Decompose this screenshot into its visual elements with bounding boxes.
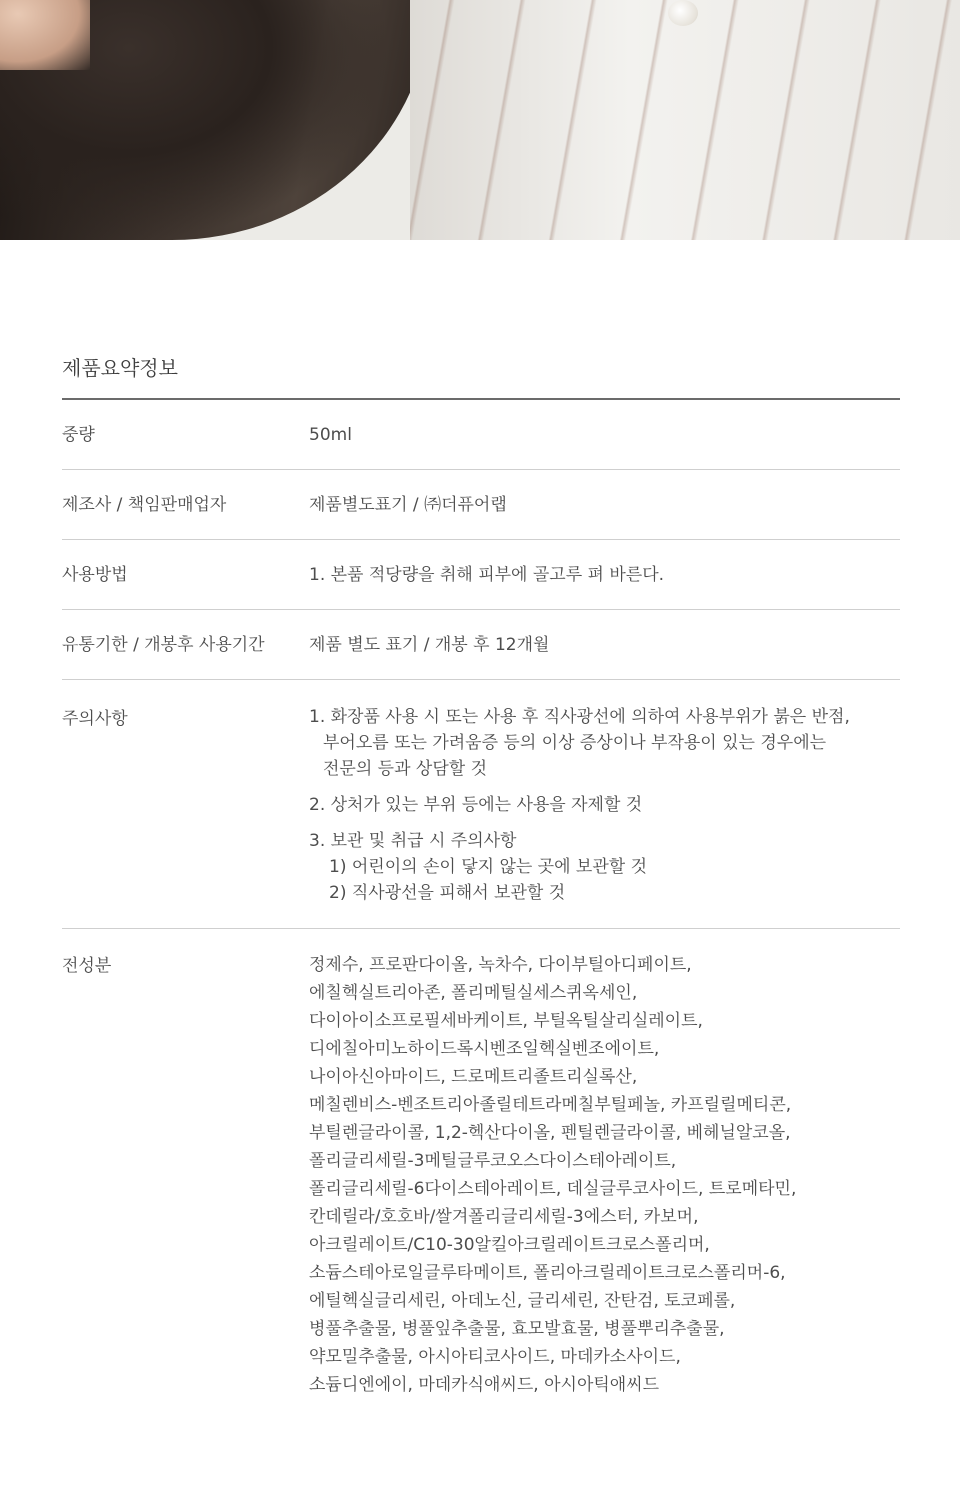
row-maker bbox=[62, 470, 900, 540]
ingredients-line: 아크릴레이트/C10-30알킬아크릴레이트크로스폴리머, bbox=[309, 1235, 710, 1255]
ingredients-line: 폴리글리세릴-3메틸글루코오스다이스테아레이트, bbox=[309, 1151, 677, 1171]
caution-item-2 bbox=[309, 792, 900, 818]
ingredients-label: 전성분 bbox=[62, 956, 112, 976]
product-summary bbox=[62, 340, 900, 1399]
row-cautions bbox=[62, 680, 900, 929]
summary-title: 제품요약정보 bbox=[62, 340, 900, 400]
usage-label: 사용방법 bbox=[62, 564, 128, 585]
ingredients-line: 칸데릴라/호호바/쌀겨폴리글리세릴-3에스터, 카보머, bbox=[309, 1207, 699, 1227]
caution-item-3 bbox=[309, 828, 900, 906]
cautions-list bbox=[309, 704, 900, 906]
hero-photo bbox=[0, 0, 960, 240]
weight-label: 중량 bbox=[62, 424, 95, 445]
row-expiry bbox=[62, 610, 900, 680]
row-usage bbox=[62, 540, 900, 610]
caution-1-line-2: 부어오름 또는 가려움증 등의 이상 증상이나 부작용이 있는 경우에는 bbox=[323, 733, 827, 753]
ingredients-line: 에칠헥실트리아존, 폴리메틸실세스퀴옥세인, bbox=[309, 983, 638, 1003]
caution-3-sub-2: 2) 직사광선을 피해서 보관할 것 bbox=[329, 883, 566, 903]
ingredients-line: 부틸렌글라이콜, 1,2-헥산다이올, 펜틸렌글라이콜, 베헤닐알코올, bbox=[309, 1123, 791, 1143]
ingredients-list bbox=[309, 951, 900, 1399]
ingredients-line: 소듐디엔에이, 마데카식애씨드, 아시아틱애씨드 bbox=[309, 1375, 660, 1395]
knit-shirt bbox=[410, 0, 960, 240]
row-weight bbox=[62, 400, 900, 470]
weight-value: 50ml bbox=[309, 424, 352, 445]
ingredients-line: 폴리글리세릴-6다이스테아레이트, 데실글루코사이드, 트로메타민, bbox=[309, 1179, 797, 1199]
ingredients-line: 디에칠아미노하이드록시벤조일헥실벤조에이트, bbox=[309, 1039, 660, 1059]
caution-item-1 bbox=[309, 704, 900, 782]
ingredients-line: 병풀추출물, 병풀잎추출물, 효모발효물, 병풀뿌리추출물, bbox=[309, 1319, 725, 1339]
caution-2-line-1: 2. 상처가 있는 부위 등에는 사용을 자제할 것 bbox=[309, 795, 643, 815]
ingredients-line: 정제수, 프로판다이올, 녹차수, 다이부틸아디페이트, bbox=[309, 955, 692, 975]
shirt-button bbox=[668, 0, 698, 26]
expiry-label: 유통기한 / 개봉후 사용기간 bbox=[62, 634, 265, 655]
model-skin bbox=[0, 0, 90, 70]
row-ingredients bbox=[62, 929, 900, 1399]
ingredients-line: 다이아이소프로필세바케이트, 부틸옥틸살리실레이트, bbox=[309, 1011, 703, 1031]
caution-1-line-1: 1. 화장품 사용 시 또는 사용 후 직사광선에 의하여 사용부위가 붉은 반점, bbox=[309, 707, 850, 727]
ingredients-line: 나이아신아마이드, 드로메트리졸트리실록산, bbox=[309, 1067, 638, 1087]
ingredients-line: 소듐스테아로일글루타메이트, 폴리아크릴레이트크로스폴리머-6, bbox=[309, 1263, 786, 1283]
ingredients-line: 메칠렌비스-벤조트리아졸릴테트라메칠부틸페놀, 카프릴릴메티콘, bbox=[309, 1095, 792, 1115]
maker-label: 제조사 / 책임판매업자 bbox=[62, 494, 227, 515]
expiry-value: 제품 별도 표기 / 개봉 후 12개월 bbox=[309, 634, 550, 655]
ingredients-line: 에틸헥실글리세린, 아데노신, 글리세린, 잔탄검, 토코페롤, bbox=[309, 1291, 736, 1311]
caution-1-line-3: 전문의 등과 상담할 것 bbox=[323, 759, 488, 779]
cautions-label: 주의사항 bbox=[62, 709, 128, 729]
ingredients-line: 약모밀추출물, 아시아티코사이드, 마데카소사이드, bbox=[309, 1347, 681, 1367]
caution-3-sub-1: 1) 어린이의 손이 닿지 않는 곳에 보관할 것 bbox=[329, 857, 648, 877]
maker-value: 제품별도표기 / ㈜더퓨어랩 bbox=[309, 494, 507, 515]
caution-3-line-1: 3. 보관 및 취급 시 주의사항 bbox=[309, 831, 517, 851]
usage-value: 1. 본품 적당량을 취해 피부에 골고루 펴 바른다. bbox=[309, 564, 665, 585]
